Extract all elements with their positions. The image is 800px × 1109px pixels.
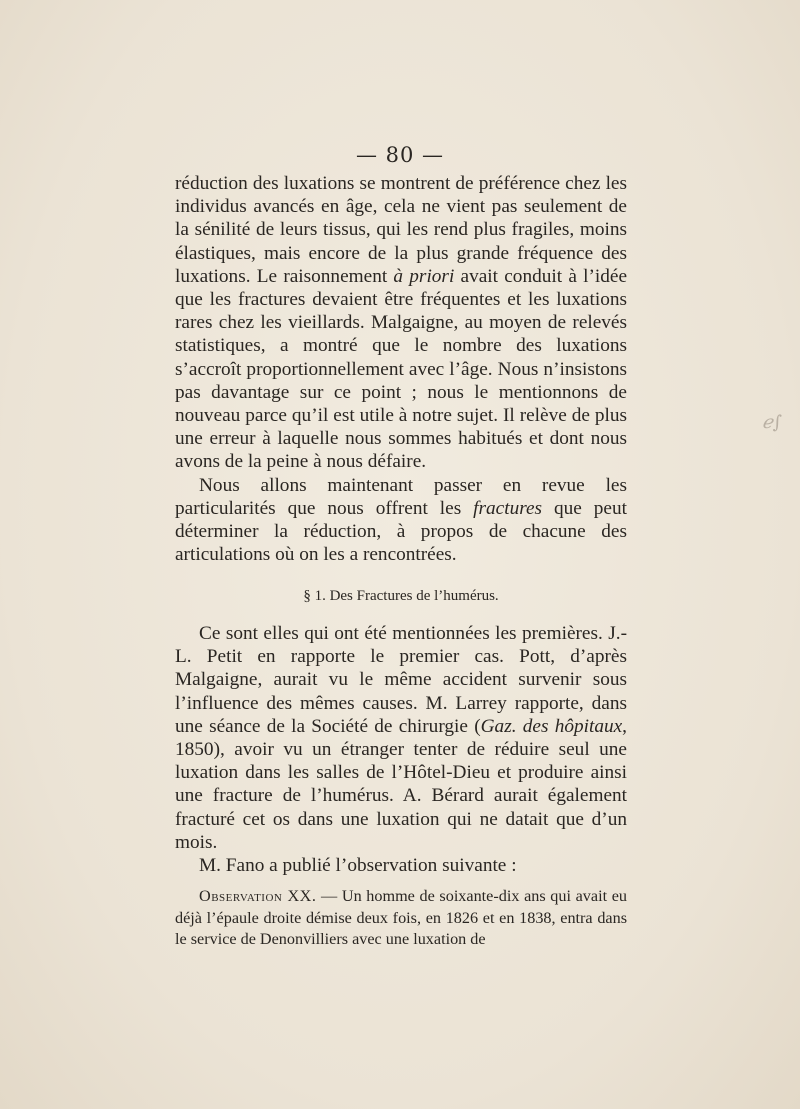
paragraph-1-italic: à priori (393, 265, 455, 287)
observation-label: Observation XX. (199, 887, 317, 905)
section-heading: § 1. Des Fractures de l’humérus. (303, 588, 499, 604)
paragraph-3-text-a: Ce sont elles qui ont été mentionnées les premières. J.-L. Petit en rapporte le premier cas. Pott, d’après Malgaigne, aurait vu le même accident survenir sous l’influence des mêmes causes. M. Larrey rapporte, dans une séance de la Société de chirurgie ( (175, 623, 627, 737)
paragraph-2-italic: fractures (473, 497, 543, 519)
paragraph-3-text-b: , 1850), avoir vu un étranger tenter de réduire seul une luxation dans les salles de l’Hôtel-Dieu et produire ainsi une fracture de l’humérus. A. Bérard aurait également fracturé cet os dans une luxation qui ne datait que d’un mois. (175, 715, 627, 853)
paragraph-3-italic: Gaz. des hôpitaux (480, 715, 623, 737)
main-text-block (175, 172, 627, 566)
paragraph-2 (175, 474, 627, 567)
paragraph-2-text-a: Nous allons maintenant passer en revue les particularités que nous offrent les (175, 474, 627, 519)
paragraph-1 (175, 172, 627, 474)
observation-paragraph (175, 886, 627, 951)
paragraph-1-text-b: avait conduit à l’idée que les fractures devaient être fréquentes et les luxations rares chez les vieillards. Malgaigne, au moyen de relevés statistiques, a montré que le nombre des luxations s’accroît proportionnellement avec l’âge. Nous n’insistons pas davantage sur ce point ; nous le mentionnons de nouveau parce qu’il est utile à notre sujet. Il relève de plus une erreur à laquelle nous sommes habitués et dont nous avons de la peine à nous défaire. (175, 265, 627, 473)
paragraph-1-text-a: réduction des luxations se montrent de préférence chez les individus avancés en âge, cela ne vient pas seulement de la sénilité de leurs tissus, qui les rend plus fragiles, moins élastiques, mais encore de la plus grande fréquence des luxations. Le raisonnement (175, 173, 627, 287)
paragraph-3 (175, 622, 627, 854)
margin-pencil-mark: ℯ∫ (762, 412, 783, 433)
observation-text: — Un homme de soixante-dix ans qui avait eu déjà l’épaule droite démise deux fois, en 1826 et en 1838, entra dans le service de Denonvilliers avec une luxation de (175, 887, 627, 948)
observation-block (175, 886, 627, 951)
paragraph-2-text-b: que peut déterminer la réduction, à propos de chacune des articulations où on les a rencontrées. (175, 497, 627, 566)
page-number: — 80 — (355, 143, 445, 167)
section-text-block (175, 622, 627, 877)
paragraph-4: M. Fano a publié l’observation suivante : (199, 855, 517, 877)
